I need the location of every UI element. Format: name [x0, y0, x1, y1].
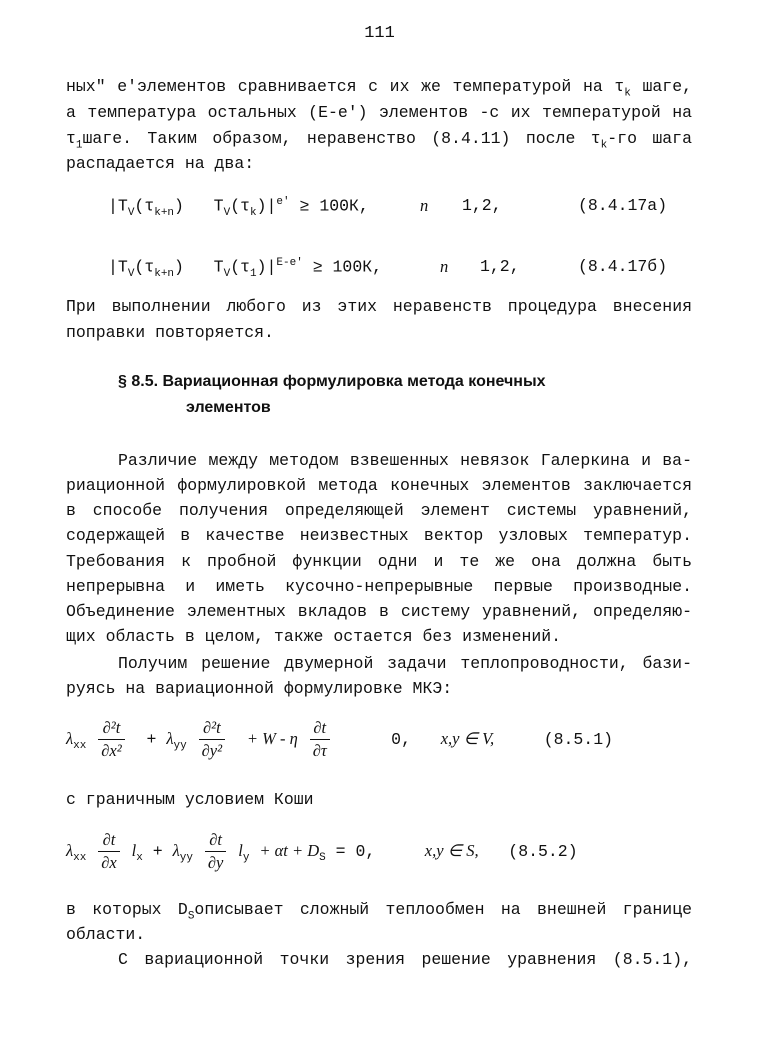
equation-8-5-2: $\lambda_{xx}$ $\frac{\partial t}{\partial x}$ $l_x + \lambda_{yy}$ $\frac{\partial t}{\partial y}$ $l_y + \alpha t + D_S = 0$, x,y ∈ S, (8.5.2)	[66, 830, 578, 872]
text-line: руясь на вариационной формулировке МКЭ:	[66, 679, 453, 698]
text-line: Получим решение двумерной задачи теплопроводности, бази-	[118, 654, 692, 673]
page-number: 111	[364, 24, 395, 43]
text-line: непрерывна и иметь кусочно-непрерывные первые производные.	[66, 577, 692, 596]
text-line: Требования к пробной функции одни и те же она должна быть	[66, 552, 692, 571]
section-heading-cont: элементов	[186, 399, 271, 416]
text-line: а температура остальных (E-e') элементов -с их температурой на	[66, 103, 692, 122]
equation-8-5-1: $\lambda_{xx}$ $\frac{\text{∂²t}}{\text{∂x²}}$ + $\lambda_{yy}$ $\frac{\text{∂²t}}{\text{∂y²}}$ + W - η $\frac{\partial t}{\partial\tau}$ 0, x,y ∈ V, (8.5.1)	[66, 718, 614, 760]
equation-n: n	[420, 196, 429, 215]
text-line: С вариационной точки зрения решение уравнения (8.5.1),	[118, 950, 692, 969]
text-line: распадается на два:	[66, 154, 255, 173]
text-line: Объединение элементных вкладов в систему уравнений, определяю-	[66, 602, 692, 621]
equation-label: (8.4.17б)	[578, 257, 668, 276]
equation-values: 1,2,	[462, 196, 502, 215]
equation-values: 1,2,	[480, 257, 520, 276]
equation-8-4-17a: $|T_V(\tau_{k+n})$ $T_V(\tau_k)|^{e'} \ge 100К$,	[108, 196, 369, 219]
text-line: поправки повторяется.	[66, 323, 274, 342]
section-heading: § 8.5. Вариационная формулировка метода конечных	[118, 373, 546, 390]
equation-label: (8.4.17а)	[578, 196, 668, 215]
text-line: риационной формулировкой метода конечных элементов заключается	[66, 476, 692, 495]
text-line: ных" e'элементов сравнивается с их же температурой на $\tau_k$ шаге,	[66, 77, 692, 100]
equation-n: n	[440, 257, 449, 276]
text-line: в способе получения определяющей элемент системы уравнений,	[66, 501, 692, 520]
text-line: При выполнении любого из этих неравенств процедура внесения	[66, 297, 692, 316]
text-line: Различие между методом взвешенных невязок Галеркина и ва-	[118, 451, 692, 470]
text-line: щих область в целом, также остается без изменений.	[66, 627, 562, 646]
text-line: содержащей в качестве неизвестных вектор узловых температур.	[66, 526, 692, 545]
text-line: в которых $D_Sописывает$ сложный теплообмен на внешней границе	[66, 900, 692, 923]
equation-8-4-17b: $|T_V(\tau_{k+n})$ $T_V(\tau_1)|^{E-e'} \ge 100К$,	[108, 257, 383, 280]
text-line: $\tau_1шаге$. Таким образом, неравенство (8.4.11) после $\tau_k-го$ шага	[66, 129, 692, 152]
text-line: с граничным условием Коши	[66, 790, 314, 809]
text-line: области.	[66, 925, 146, 944]
